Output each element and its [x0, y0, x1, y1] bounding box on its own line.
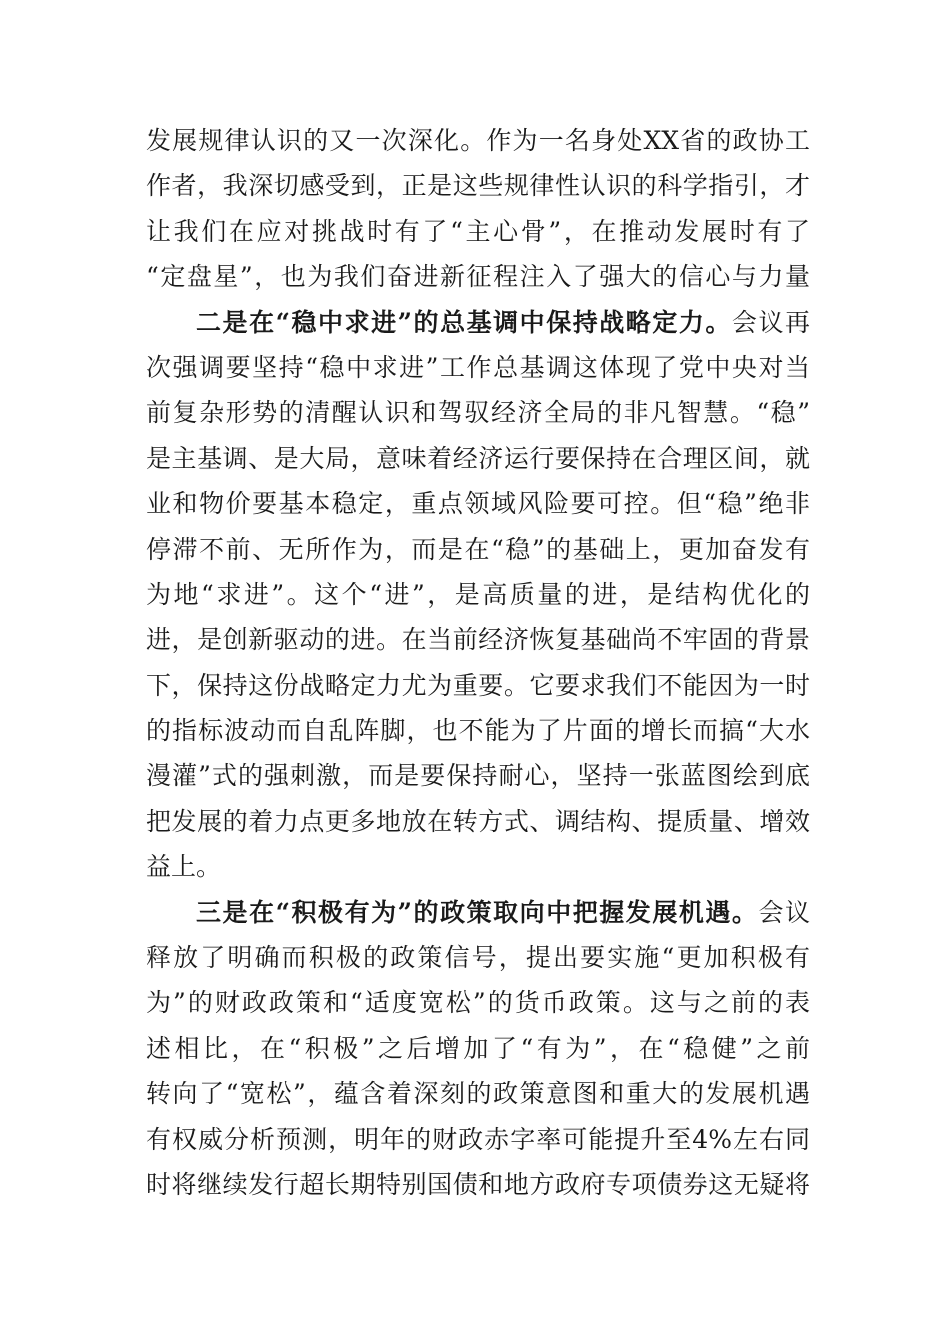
paragraph-line: 把发展的着力点更多地放在转方式、调结构、提质量、增效 [146, 806, 810, 836]
paragraph-line: 前复杂形势的清醒认识和驾驭经济全局的非凡智慧。“稳” [146, 398, 810, 428]
paragraph-line: 停滞不前、无所作为，而是在“稳”的基础上，更加奋发有 [146, 534, 810, 564]
paragraph-line: “定盘星”，也为我们奋进新征程注入了强大的信心与力量 [146, 262, 810, 292]
paragraph-first-line [146, 890, 810, 935]
paragraph-line: 有权威分析预测，明年的财政赤字率可能提升至4%左右同 [146, 1124, 810, 1154]
paragraph-line: 让我们在应对挑战时有了“主心骨”，在推动发展时有了 [146, 216, 810, 246]
paragraph-1 [146, 118, 810, 300]
paragraph-line: 作者，我深切感受到，正是这些规律性认识的科学指引，才 [146, 171, 810, 201]
paragraph-line: 为”的财政政策和“适度宽松”的货币政策。这与之前的表 [146, 988, 810, 1018]
paragraph-line: 下，保持这份战略定力尤为重要。它要求我们不能因为一时 [146, 670, 810, 700]
paragraph-line: 漫灌”式的强刺激，而是要保持耐心，坚持一张蓝图绘到底 [146, 761, 810, 791]
paragraph-line: 转向了“宽松”，蕴含着深刻的政策意图和重大的发展机遇 [146, 1079, 810, 1109]
paragraph-2 [146, 300, 810, 890]
paragraph-line: 次强调要坚持“稳中求进”工作总基调这体现了党中央对当 [146, 352, 810, 382]
paragraph-3 [146, 890, 810, 1208]
paragraph-text: 会议再 [731, 307, 810, 337]
document-body [146, 118, 810, 1207]
paragraph-line: 为地“求进”。这个“进”，是高质量的进，是结构优化的 [146, 579, 810, 609]
paragraph-first-line [146, 300, 810, 345]
paragraph-line: 时将继续发行超长期特别国债和地方政府专项债券这无疑将 [146, 1169, 810, 1199]
section-heading: 三是在“积极有为”的政策取向中把握发展机遇。 [196, 897, 759, 927]
paragraph-line: 述相比，在“积极”之后增加了“有为”，在“稳健”之前 [146, 1033, 810, 1063]
paragraph-line: 业和物价要基本稳定，重点领域风险要可控。但“稳”绝非 [146, 489, 810, 519]
paragraph-line: 是主基调、是大局，意味着经济运行要保持在合理区间，就 [146, 443, 810, 473]
paragraph-line: 进，是创新驱动的进。在当前经济恢复基础尚不牢固的背景 [146, 625, 810, 655]
section-heading: 二是在“稳中求进”的总基调中保持战略定力。 [196, 307, 732, 337]
paragraph-line: 的指标波动而自乱阵脚，也不能为了片面的增长而搞“大水 [146, 716, 810, 746]
paragraph-line: 益上。 [146, 852, 222, 882]
paragraph-line: 发展规律认识的又一次深化。作为一名身处XX省的政协工 [146, 126, 810, 155]
paragraph-line: 释放了明确而积极的政策信号，提出要实施“更加积极有 [146, 943, 810, 973]
paragraph-text: 会议 [758, 897, 810, 927]
